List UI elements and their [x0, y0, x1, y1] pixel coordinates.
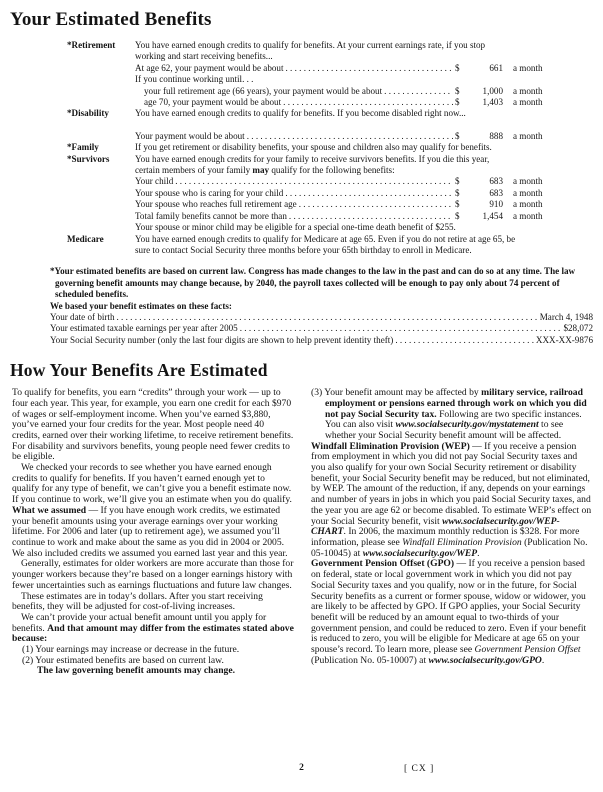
amount-value: 683 [489, 187, 503, 198]
label-spacer [67, 74, 135, 85]
dotted-leader [289, 211, 453, 222]
benefit-row-retirement [67, 40, 561, 51]
page-number: 2 [299, 763, 304, 773]
amount-unit: a month [513, 62, 543, 73]
amount-unit: a month [513, 210, 543, 221]
benefit-row [67, 222, 561, 233]
amount-value: 661 [489, 62, 503, 73]
benefit-text: You have earned enough credits to qualify for benefits. At your current earnings rate, if you stop [135, 40, 486, 50]
benefit-label-family: *Family [67, 142, 99, 153]
benefit-text: If you continue working until. . . [135, 74, 254, 85]
fact-label: Your date of birth [50, 311, 115, 322]
right-column [311, 388, 593, 677]
benefit-text: If you get retirement or disability benefits, your spouse and children also may qualify for benefits. [135, 142, 492, 153]
benefit-text: You have earned enough credits to qualify for benefits. If you become disabled right now... [135, 108, 466, 119]
amount-unit: a month [513, 130, 543, 141]
dotted-leader [395, 335, 534, 346]
currency-symbol: $ [455, 85, 460, 96]
two-column-body [12, 388, 593, 677]
amount-line-text: Total family benefits cannot be more than [135, 210, 287, 221]
benefit-row-disability [67, 108, 561, 119]
amount-value: 1,000 [482, 85, 503, 96]
amount-value: 683 [489, 176, 503, 187]
amount-value: 910 [489, 199, 503, 210]
benefit-amount-row-child [67, 176, 561, 187]
amount-line [135, 188, 561, 199]
amount-line [135, 176, 561, 187]
benefit-amount-row-age70 [67, 97, 561, 108]
fact-row-taxable-earnings [50, 323, 593, 334]
benefit-row [67, 51, 561, 62]
fact-value: March 4, 1948 [539, 311, 593, 322]
dotted-leader [286, 63, 454, 74]
fact-value: $28,072 [563, 323, 593, 334]
amount-unit: a month [513, 199, 543, 210]
benefit-row [67, 74, 561, 85]
label-spacer [67, 97, 135, 108]
label-spacer [67, 188, 135, 199]
benefit-label-retirement: *Retirement [67, 40, 116, 50]
print-mark: [ CX ] [404, 764, 435, 774]
benefit-label-disability: *Disability [67, 108, 109, 119]
amount-line [135, 211, 561, 222]
benefit-row-medicare [67, 234, 561, 245]
benefit-label-medicare: Medicare [67, 233, 104, 244]
benefit-text: working and start receiving benefits... [135, 51, 273, 62]
dotted-leader [175, 176, 453, 187]
dotted-leader [240, 323, 562, 334]
benefit-row [67, 245, 561, 256]
label-spacer [67, 86, 135, 97]
label-spacer [67, 245, 135, 256]
currency-symbol: $ [455, 130, 460, 141]
list-item-1: (1) Your earnings may increase or decrease in the future. [22, 644, 240, 656]
fact-row-ssn [50, 335, 593, 346]
amount-line-text: Your child [135, 176, 174, 187]
amount-value: 888 [489, 130, 503, 141]
amount-line-text: Your spouse who reaches full retirement age [135, 199, 297, 210]
amount-line-text: Your payment would be about [135, 130, 245, 141]
label-spacer [67, 211, 135, 222]
amount-value: 1,454 [482, 210, 503, 221]
amount-value: 1,403 [482, 97, 503, 108]
dotted-leader [117, 312, 538, 323]
benefit-amount-row-family-total [67, 211, 561, 222]
dotted-leader [283, 97, 453, 108]
fact-value: XXX-XX-9876 [535, 334, 593, 345]
paragraph-what-we-assumed: What we assumed — If you have enough work credits, we estimated your benefit amounts using your average earnings over your working lifetime. For 2006 and later (up to retirement age), we assumed you’ll continue to work and make about the same as you did in 2004 or 2005. We also included credits we assumed you earned last year and this year. [12, 504, 288, 559]
section2-title: How Your Benefits Are Estimated [10, 360, 268, 381]
dotted-leader [384, 86, 453, 97]
paragraph-actual-benefit: We can’t provide your actual benefit amount until you apply for benefits. And that amount may differ from the estimates stated above because: [12, 611, 294, 645]
amount-line [135, 131, 561, 142]
currency-symbol: $ [455, 62, 460, 73]
currency-symbol: $ [455, 210, 460, 221]
benefit-amount-row-fra [67, 86, 561, 97]
list-item-2-note: The law governing benefit amounts may change. [37, 665, 236, 677]
benefit-amount-row-spouse-fra [67, 199, 561, 210]
benefit-row-family [67, 142, 561, 153]
amount-line-text: Your spouse who is caring for your child [135, 187, 284, 198]
label-spacer [67, 222, 135, 233]
footnote-block [50, 266, 593, 346]
paragraph-credits: To qualify for benefits, you earn “credits” through your work — up to four each year. This year, for example, you earn one credit for each $970 of wages or self-employment income. When you’ve earned $3,880, you’ve earned your four credits for the year. Most people need 40 credits, earned over their working lifetime, to receive retirement benefits. For disability and survivors benefits, young people need fewer credits to be eligible. [12, 387, 294, 463]
footnote-facts-heading: We based your benefit estimates on these facts: [50, 300, 232, 311]
benefit-label-survivors: *Survivors [67, 153, 110, 164]
benefit-amount-row-spouse-caring [67, 188, 561, 199]
label-spacer [67, 131, 135, 142]
amount-line [135, 63, 561, 74]
left-column [12, 388, 294, 677]
benefit-text: sure to contact Social Security three months before your 65th birthday to enroll in Medicare. [135, 244, 472, 255]
dotted-leader [285, 188, 453, 199]
section1-title: Your Estimated Benefits [10, 9, 212, 30]
amount-unit: a month [513, 176, 543, 187]
benefit-text: certain members of your family may qualify for the following benefits: [135, 165, 395, 176]
fact-label: Your estimated taxable earnings per year after 2005 [50, 323, 238, 334]
label-spacer [67, 199, 135, 210]
amount-line-text: At age 62, your payment would be about [135, 62, 284, 73]
currency-symbol: $ [455, 97, 460, 108]
amount-line [135, 199, 561, 210]
label-spacer [67, 51, 135, 62]
amount-unit: a month [513, 187, 543, 198]
benefits-table [67, 40, 561, 256]
currency-symbol: $ [455, 176, 460, 187]
footnote-disclaimer: *Your estimated benefits are based on current law. Congress has made changes to the law in the past and can do so at any time. The law governing benefit amounts may change because, by 2040, the payroll taxes collected will be enough to pay only about 74 percent of scheduled benefits. [50, 266, 576, 300]
benefit-row-survivors [67, 154, 561, 165]
paragraph-todays-dollars: These estimates are in today’s dollars. After you start receiving benefits, they will be adjusted for cost-of-living increases. [12, 590, 263, 613]
label-spacer [67, 63, 135, 74]
benefit-text: You have earned enough credits to qualify for Medicare at age 65. Even if you do not retire at age 65, be [135, 233, 516, 244]
benefit-text: Your spouse or minor child may be eligible for a special one-time death benefit of $255. [135, 222, 456, 233]
list-item-3: (3) Your benefit amount may be affected by military service, railroad employment or pensions earned through work on which you did not pay Social Security tax. Following are two specific instances. You can also visit www.socialsecurity.gov/mystatement to see whether your Social Security benefit amount will be affected. [311, 387, 587, 441]
paragraph-wep: Windfall Elimination Provision (WEP) — If you receive a pension from employment in which you did not pay Social Security taxes and you also qualify for your own Social Security retirement or disability benefit, your Social Security benefit may be reduced, but not eliminated, by WEP. The amount of the reduction, if any, depends on your earnings and number of years in jobs in which you paid Social Security taxes, and the year you are age 62 or become disabled. To estimate WEP’s effect on your Social Security benefit, visit www.socialsecurity.gov/WEP-CHART. In 2006, the maximum monthly reduction is $328. For more information, please see Windfall Elimination Provision (Publication No. 05-10045) at www.socialsecurity.gov/WEP. [311, 440, 592, 559]
dotted-leader [299, 199, 453, 210]
benefit-amount-row-disability [67, 131, 561, 142]
amount-line-text: age 70, your payment would be about [144, 97, 282, 108]
paragraph-gpo: Government Pension Offset (GPO) — If you receive a pension based on federal, state or local government work in which you did not pay Social Security taxes and you qualify, now or in the future, for Social Security benefits as a current or former spouse, widow or widower, you are likely to be affected by GPO. If GPO applies, your Social Security benefit will be reduced by an amount equal to two-thirds of your government pension, and could be reduced to zero. Even if your benefit is reduced to zero, you will be eligible for Medicare at age 65 on your spouse’s record. To learn more, please see Government Pension Offset (Publication No. 05-10007) at www.socialsecurity.gov/GPO. [311, 558, 587, 666]
paragraph-older-workers: Generally, estimates for older workers are more accurate than those for younger workers because they’re based on a longer earnings history with fewer uncertainties such as earnings fluctuations and future law changes. [12, 558, 294, 591]
paragraph-checked-records: We checked your records to see whether you have earned enough credits to qualify for benefits. If you haven’t earned enough yet to qualify for any type of benefit, we can’t give you a benefit estimate now. If you continue to work, we’ll give you an estimate when you do qualify. [12, 462, 292, 506]
benefit-text: You have earned enough credits for your family to receive survivors benefits. If you die this year, [135, 153, 490, 164]
label-spacer [67, 165, 135, 176]
currency-symbol: $ [455, 199, 460, 210]
benefit-row [67, 165, 561, 176]
list-item-2: (2) Your estimated benefits are based on current law. [22, 654, 224, 666]
amount-unit: a month [513, 97, 543, 108]
currency-symbol: $ [455, 187, 460, 198]
amount-line [135, 97, 561, 108]
label-spacer [67, 176, 135, 187]
fact-label: Your Social Security number (only the last four digits are shown to help prevent identity theft) [50, 334, 394, 345]
dotted-leader [247, 131, 453, 142]
amount-line [135, 86, 561, 97]
fact-row-date-of-birth [50, 312, 593, 323]
amount-unit: a month [513, 85, 543, 96]
benefit-amount-row-age62 [67, 63, 561, 74]
amount-line-text: your full retirement age (66 years), your payment would be about [144, 85, 383, 96]
